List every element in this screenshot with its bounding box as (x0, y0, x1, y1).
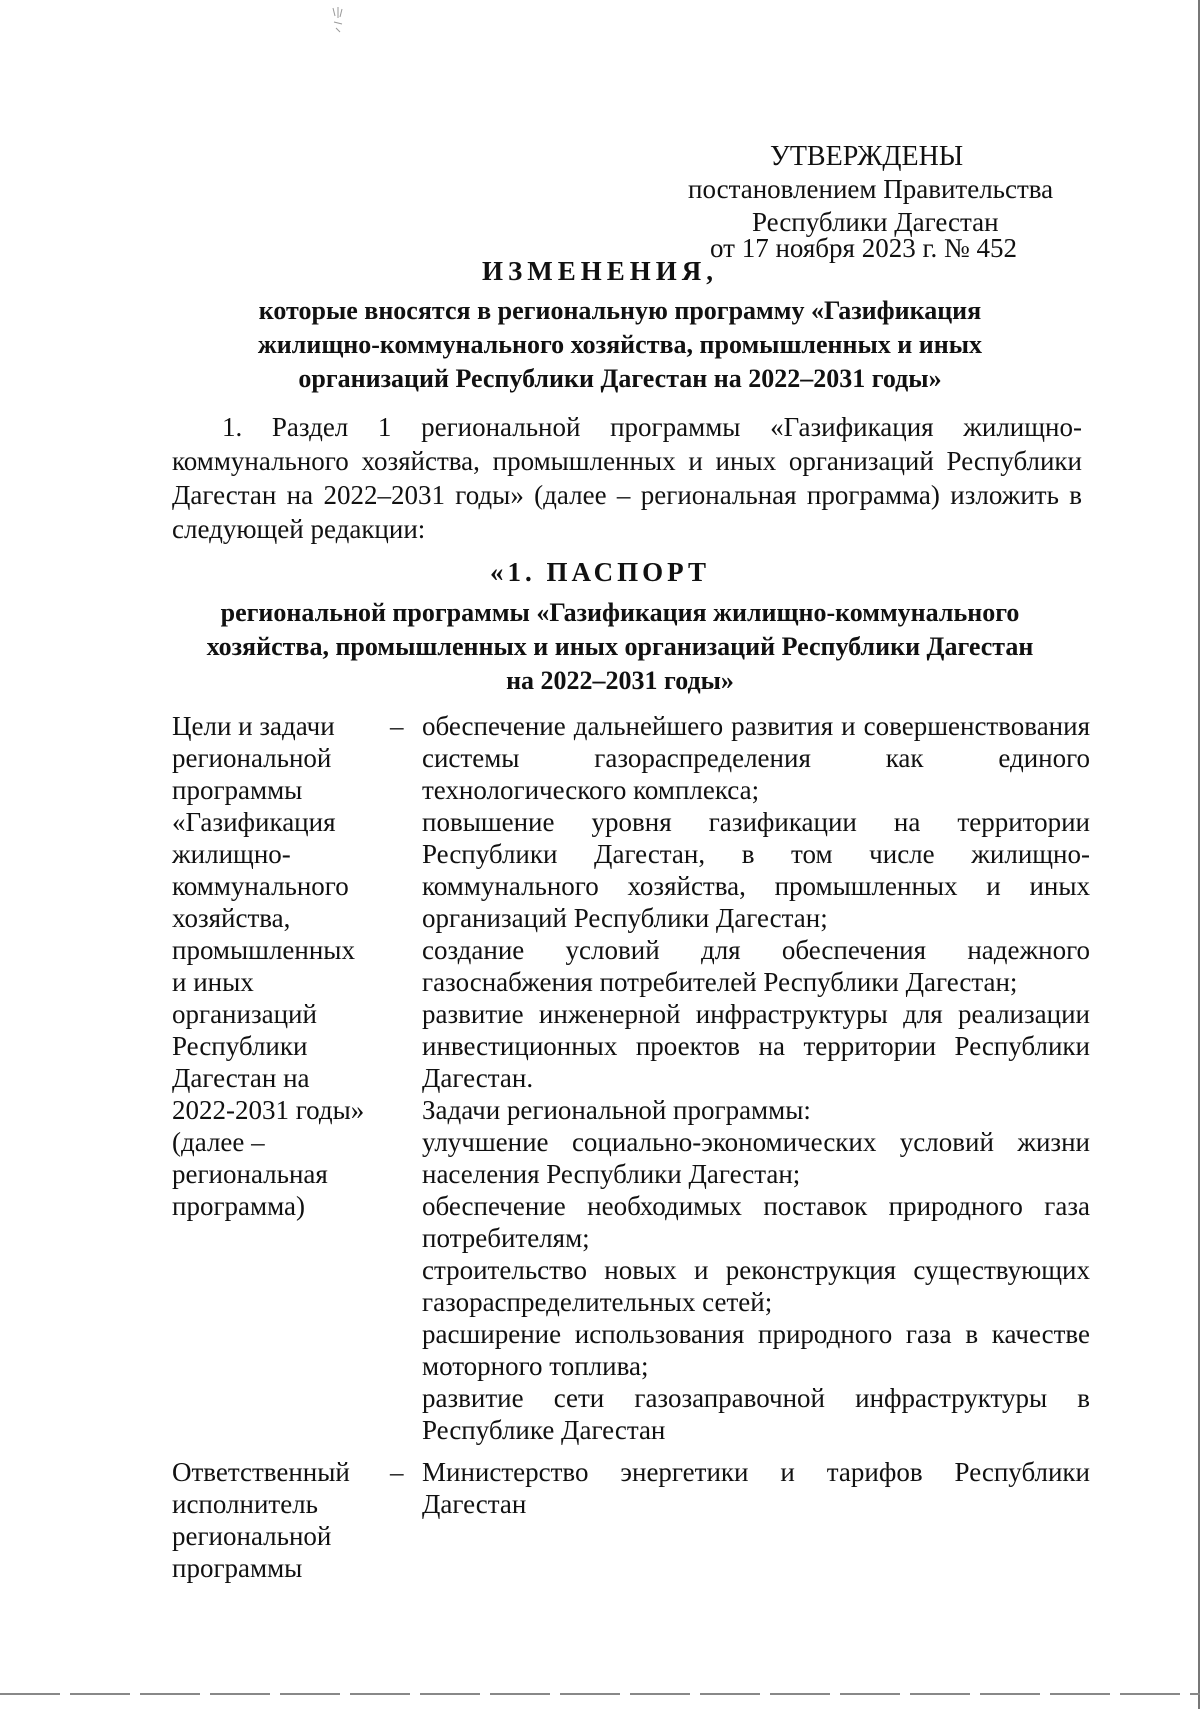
list-item: обеспечение дальнейшего развития и совершенствования системы газораспределения как единого технологического комплекса; (422, 711, 1090, 805)
approval-line-date: от 17 ноября 2023 г. № 452 (710, 233, 1017, 263)
list-item: Задачи региональной программы: (422, 1095, 811, 1125)
list-item: обеспечение необходимых поставок природного газа потребителям; (422, 1191, 1090, 1253)
scan-bottom-line (0, 1693, 1200, 1695)
row-dash: – (390, 1457, 404, 1487)
passport-subtitle: региональной программы «Газификация жилищно-коммунального хозяйства, промышленных и иных организаций Республики Дагестан на 2022–2031 годы» (206, 598, 1034, 695)
list-item: строительство новых и реконструкция существующих газораспределительных сетей; (422, 1255, 1090, 1317)
passport-title: «1. ПАСПОРТ (490, 557, 710, 587)
approval-heading: УТВЕРЖДЕНЫ (770, 141, 964, 172)
list-item: повышение уровня газификации на территории Республики Дагестан, в том числе жилищно-коммунального хозяйства, промышленных и иных организаций Республики Дагестан; (422, 807, 1090, 933)
approval-line-republic: Республики Дагестан (752, 207, 999, 237)
row-label: Ответственный исполнитель региональной программы (172, 1457, 350, 1583)
paragraph-1: 1. Раздел 1 региональной программы «Газификация жилищно-коммунального хозяйства, промышленных и иных организаций Республики Дагестан на 2022–2031 годы» (далее – региональная программа) изложить в следующей редакции: (172, 412, 1082, 544)
approval-line-resolution: постановлением Правительства (688, 174, 1054, 204)
row-content (422, 710, 1090, 1446)
row-label: Цели и задачи региональной программы «Газификация жилищно-коммунального хозяйства, промышленных и иных организаций Республики Дагестан на 2022-2031 годы» (далее – региональная программа) (172, 711, 365, 1221)
row-content (422, 1456, 1090, 1520)
list-item: расширение использования природного газа в качестве моторного топлива; (422, 1319, 1090, 1381)
list-item: создание условий для обеспечения надежного газоснабжения потребителей Республики Дагестан; (422, 935, 1090, 997)
document-subtitle: которые вносятся в региональную программу «Газификация жилищно-коммунального хозяйства, промышленных и иных организаций Республики Дагестан на 2022–2031 годы» (257, 296, 983, 393)
scan-artifact-icon (330, 6, 346, 34)
list-item: развитие инженерной инфраструктуры для реализации инвестиционных проектов на территории Республики Дагестан. (422, 999, 1090, 1093)
document-title: ИЗМЕНЕНИЯ, (481, 256, 718, 286)
list-item: развитие сети газозаправочной инфраструктуры в Республике Дагестан (422, 1383, 1090, 1445)
list-item: Министерство энергетики и тарифов Республики Дагестан (422, 1457, 1090, 1519)
list-item: улучшение социально-экономических условий жизни населения Республики Дагестан; (422, 1127, 1090, 1189)
row-dash: – (390, 711, 404, 741)
